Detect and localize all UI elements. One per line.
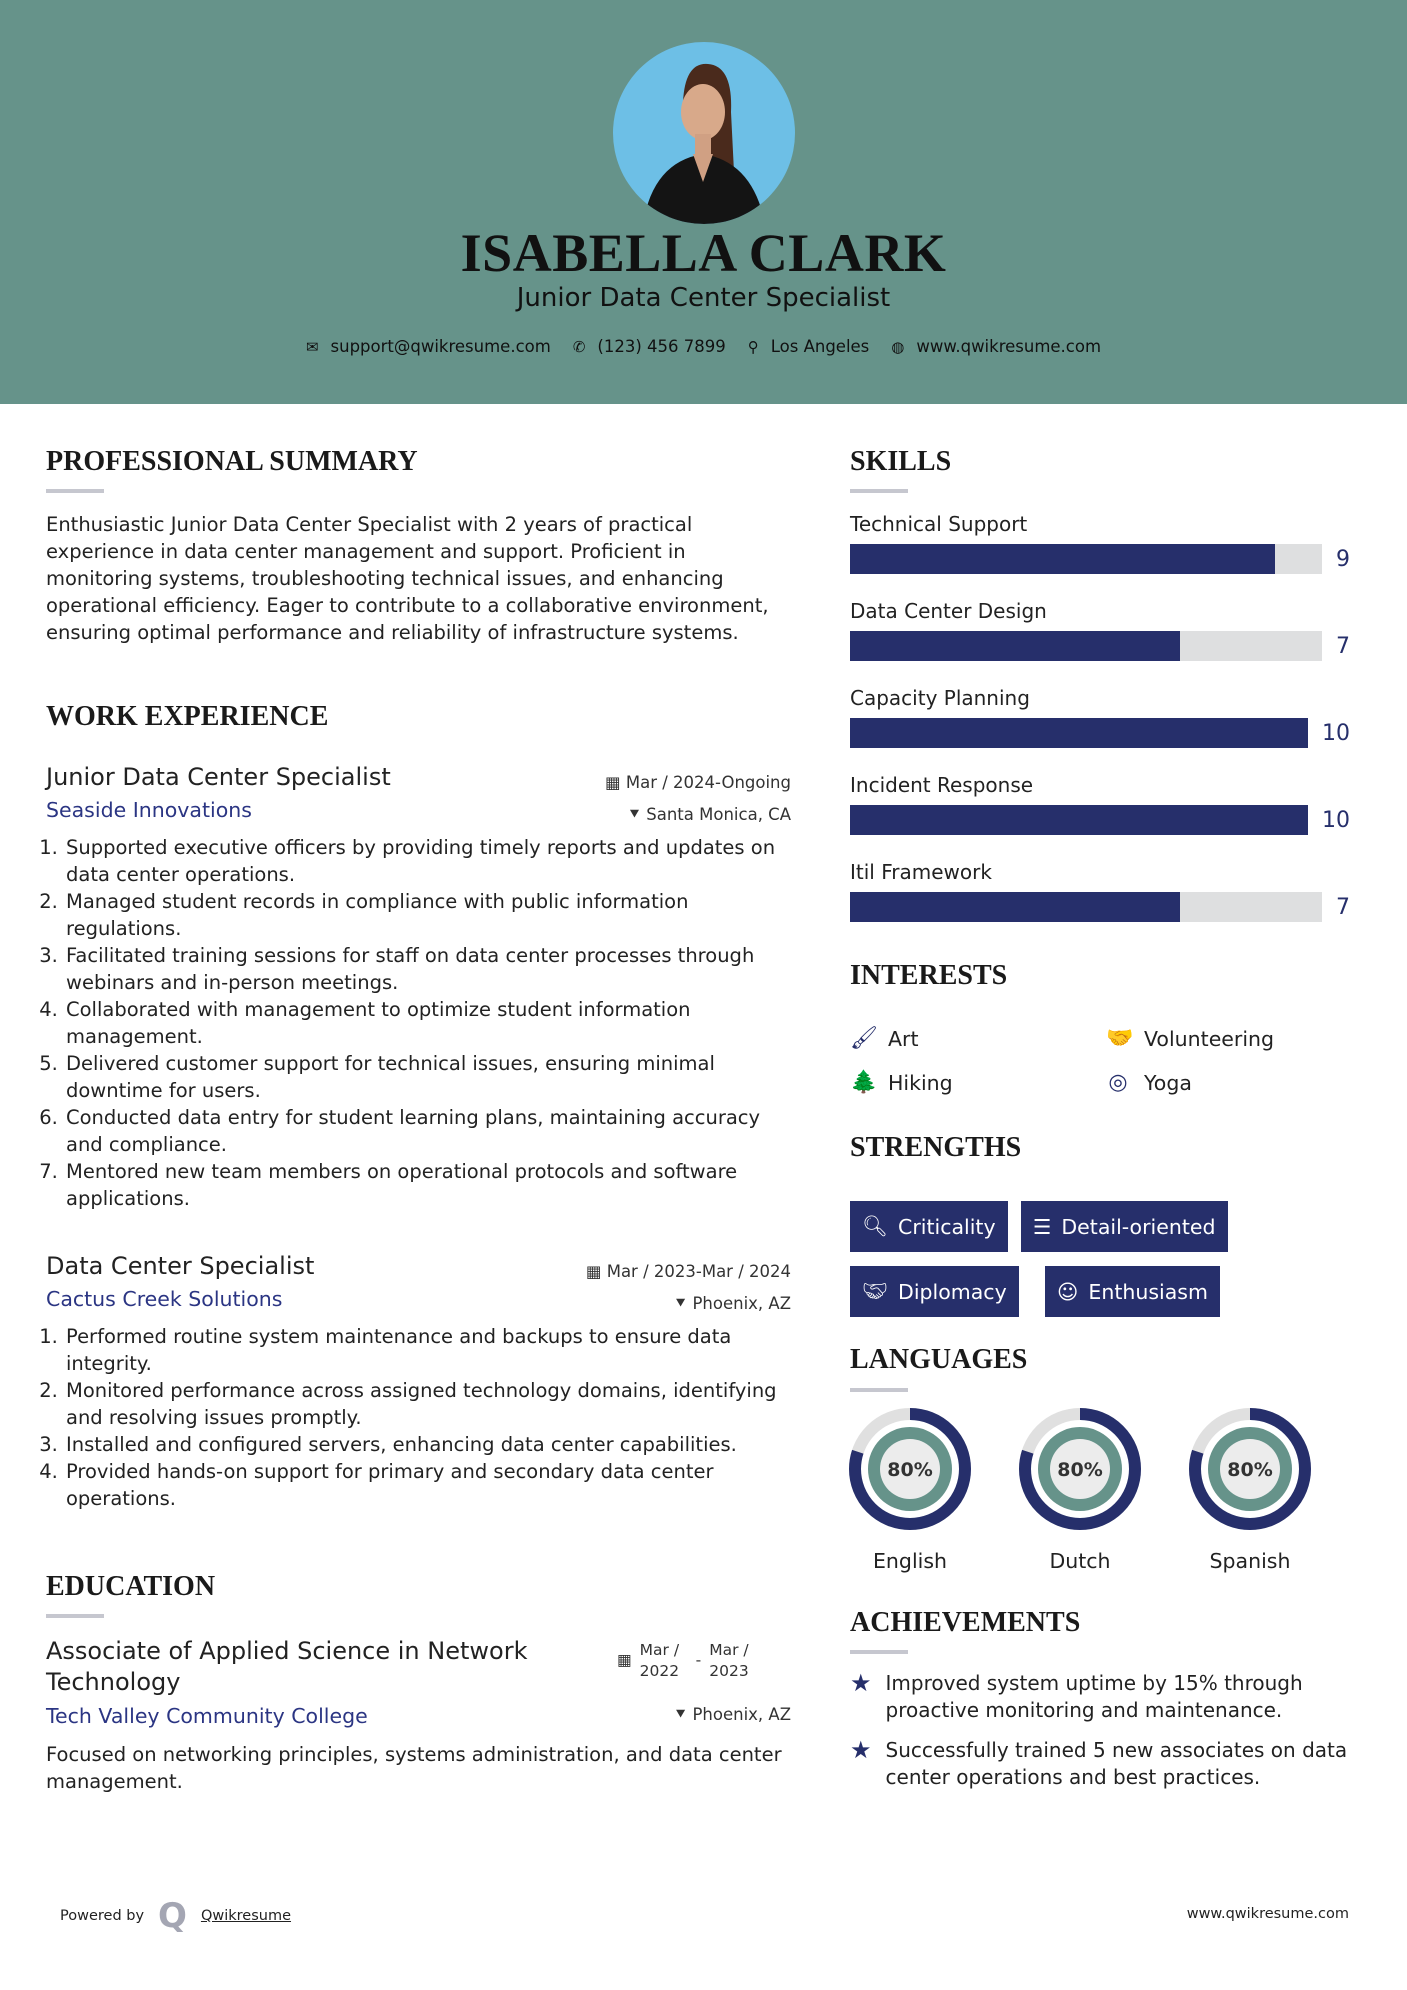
website-link[interactable]: www.qwikresume.com [916, 337, 1102, 356]
skill-bar-track [850, 892, 1322, 922]
job-title: Data Center Specialist [46, 1252, 315, 1280]
envelope-icon: ✉ [305, 337, 319, 356]
skill-bar-track [850, 718, 1308, 748]
candidate-name: ISABELLA CLARK [460, 223, 947, 283]
education-dates [617, 1640, 757, 1682]
school-name: Tech Valley Community College [46, 1704, 368, 1728]
skill-value: 10 [1322, 807, 1350, 833]
handshake-icon: 🤝︎ [862, 1279, 889, 1303]
language-percent: 80% [1227, 1459, 1273, 1481]
skill-value: 7 [1336, 633, 1350, 659]
job-dates: Mar / 2024-Ongoing [625, 773, 791, 792]
achievement-item [850, 1737, 1350, 1791]
list-item: 2. Managed student records in compliance with public information regulations. [64, 888, 791, 942]
strength-label: Detail-oriented [1061, 1214, 1216, 1239]
company-name: Cactus Creek Solutions [46, 1287, 283, 1311]
job-bullets [46, 1323, 791, 1512]
job-title: Junior Data Center Specialist [46, 763, 391, 791]
phone-text: (123) 456 7899 [597, 337, 726, 356]
interest-volunteering [1106, 1026, 1274, 1051]
calendar-icon: ▦ [617, 1651, 632, 1669]
heading-underline [850, 1650, 908, 1654]
list-item: 1. Supported executive officers by providing timely reports and updates on data center operations. [64, 834, 791, 888]
company-name: Seaside Innovations [46, 798, 252, 822]
job-entry [46, 1252, 791, 1512]
skill-label: Technical Support [850, 512, 1028, 536]
languages-heading: LANGUAGES [850, 1344, 1028, 1375]
skill-value: 7 [1336, 894, 1350, 920]
list-item: 4. Collaborated with management to optimize student information management. [64, 996, 791, 1050]
globe-icon: ◍ [891, 337, 905, 356]
list-item: 4. Provided hands-on support for primary and secondary data center operations. [64, 1458, 791, 1512]
school-location: Phoenix, AZ [692, 1705, 791, 1724]
skill-bar-track [850, 544, 1322, 574]
list-item: 5. Delivered customer support for technical issues, ensuring minimal downtime for users. [64, 1050, 791, 1104]
list-item: 6. Conducted data entry for student learning plans, maintaining accuracy and compliance. [64, 1104, 791, 1158]
skill-label: Itil Framework [850, 860, 992, 884]
strength-badge [850, 1266, 1019, 1317]
language-item [1170, 1407, 1330, 1573]
job-location: Phoenix, AZ [692, 1294, 791, 1313]
handshake-icon: 🤝 [1106, 1026, 1134, 1051]
heading-underline [46, 1614, 104, 1618]
end-date: Mar / 2023 [709, 1641, 749, 1680]
job-dates: Mar / 2023-Mar / 2024 [606, 1262, 791, 1281]
pushpin-icon: ⯆ [674, 1705, 693, 1724]
achievement-item [850, 1670, 1350, 1724]
skill-bar-fill [850, 544, 1275, 574]
language-donut [848, 1407, 972, 1531]
job-entry [46, 763, 791, 1212]
date-separator: - [695, 1651, 702, 1669]
star-icon: ★ [850, 1669, 872, 1697]
interest-label: Yoga [1144, 1070, 1192, 1095]
pushpin-icon: ⯆ [674, 1294, 693, 1313]
skill-item [850, 860, 1350, 947]
language-name: English [872, 1549, 948, 1573]
skill-bar-track [850, 805, 1308, 835]
life-ring-icon: ◎ [1108, 1070, 1128, 1095]
summary-text: Enthusiastic Junior Data Center Specialist with 2 years of practical experience in data center management and support. Proficient in monitoring systems, troubleshooting technical issues, and enhancing operational efficiency. Eager to contribute to a collaborative environment, ensuring optimal performance and reliability of infrastructure systems. [46, 513, 769, 644]
education-description: Focused on networking principles, systems administration, and data center management. [46, 1743, 782, 1793]
heading-underline [850, 1388, 908, 1392]
skill-bar-fill [850, 805, 1308, 835]
paint-brush-icon: 🖌 [850, 1026, 878, 1051]
avatar [613, 42, 795, 224]
list-item: 7. Mentored new team members on operational protocols and software applications. [64, 1158, 791, 1212]
location-text: Los Angeles [770, 337, 870, 356]
list-icon: ☰ [1033, 1214, 1052, 1239]
language-name: Spanish [1209, 1549, 1291, 1573]
pushpin-icon: ⯆ [627, 805, 647, 824]
footer-powered-by [60, 1896, 291, 1936]
skill-item [850, 512, 1350, 599]
skill-value: 9 [1336, 546, 1350, 572]
strength-label: Enthusiasm [1088, 1279, 1208, 1304]
search-icon: 🔍︎ [862, 1214, 889, 1238]
qwikresume-link[interactable]: Qwikresume [200, 1908, 292, 1924]
language-donut [1188, 1407, 1312, 1531]
skill-value: 10 [1322, 720, 1350, 746]
interest-yoga [1106, 1070, 1192, 1095]
skill-bar-fill [850, 631, 1180, 661]
skill-label: Incident Response [850, 773, 1034, 797]
education-heading: EDUCATION [46, 1571, 216, 1602]
tree-icon: 🌲 [850, 1070, 878, 1095]
skill-bar-fill [850, 718, 1308, 748]
list-item: 2. Monitored performance across assigned technology domains, identifying and resolving issues promptly. [64, 1377, 791, 1431]
smile-icon: ☺ [1057, 1279, 1079, 1304]
map-marker-icon: ⚲ [747, 337, 759, 356]
skill-bar-fill [850, 892, 1180, 922]
list-item: 1. Performed routine system maintenance and backups to ensure data integrity. [64, 1323, 791, 1377]
strength-badge [850, 1201, 1008, 1252]
job-location: Santa Monica, CA [646, 805, 791, 824]
skill-item [850, 599, 1350, 686]
language-percent: 80% [887, 1459, 933, 1481]
calendar-icon: ▦ [605, 773, 626, 792]
skill-label: Capacity Planning [850, 686, 1030, 710]
interest-art [850, 1026, 919, 1051]
interest-label: Hiking [888, 1070, 953, 1095]
interest-hiking [850, 1070, 953, 1095]
footer-website[interactable]: www.qwikresume.com [1186, 1906, 1349, 1922]
experience-heading: WORK EXPERIENCE [46, 701, 329, 732]
languages-list [830, 1407, 1350, 1573]
strength-label: Criticality [898, 1214, 996, 1239]
language-percent: 80% [1057, 1459, 1103, 1481]
interests-heading: INTERESTS [850, 960, 1008, 991]
language-item [1000, 1407, 1160, 1573]
list-item: 3. Installed and configured servers, enhancing data center capabilities. [64, 1431, 791, 1458]
skill-label: Data Center Design [850, 599, 1047, 623]
skill-item [850, 773, 1350, 860]
interest-label: Volunteering [1144, 1026, 1275, 1051]
skill-item [850, 686, 1350, 773]
start-date: Mar / 2022 [639, 1641, 680, 1680]
interest-label: Art [888, 1026, 919, 1051]
skill-bar-track [850, 631, 1322, 661]
email-link[interactable]: support@qwikresume.com [330, 337, 551, 356]
strength-badge [1045, 1266, 1220, 1317]
skills-heading: SKILLS [850, 446, 952, 477]
skills-list [850, 512, 1350, 947]
qwikresume-logo-icon: Q [158, 1896, 187, 1936]
contact-bar [0, 337, 1407, 356]
strength-badge [1021, 1201, 1228, 1252]
phone-icon: ✆ [572, 337, 586, 356]
language-item [830, 1407, 990, 1573]
strengths-heading: STRENGTHS [850, 1132, 1022, 1163]
language-donut [1018, 1407, 1142, 1531]
list-item: 3. Facilitated training sessions for staff on data center processes through webinars and in-person meetings. [64, 942, 791, 996]
achievement-text: Successfully trained 5 new associates on data center operations and best practices. [885, 1738, 1348, 1789]
powered-by-text: Powered by [60, 1908, 145, 1924]
job-bullets [46, 834, 791, 1212]
heading-underline [46, 489, 104, 493]
degree-title: Associate of Applied Science in Network Technology [46, 1637, 528, 1696]
language-name: Dutch [1049, 1549, 1111, 1573]
star-icon: ★ [850, 1736, 872, 1764]
calendar-icon: ▦ [585, 1262, 607, 1281]
strength-label: Diplomacy [898, 1279, 1007, 1304]
candidate-title: Junior Data Center Specialist [516, 283, 891, 313]
achievements-heading: ACHIEVEMENTS [850, 1607, 1081, 1638]
summary-heading: PROFESSIONAL SUMMARY [46, 446, 418, 477]
heading-underline [850, 489, 908, 493]
achievement-text: Improved system uptime by 15% through proactive monitoring and maintenance. [885, 1671, 1303, 1722]
